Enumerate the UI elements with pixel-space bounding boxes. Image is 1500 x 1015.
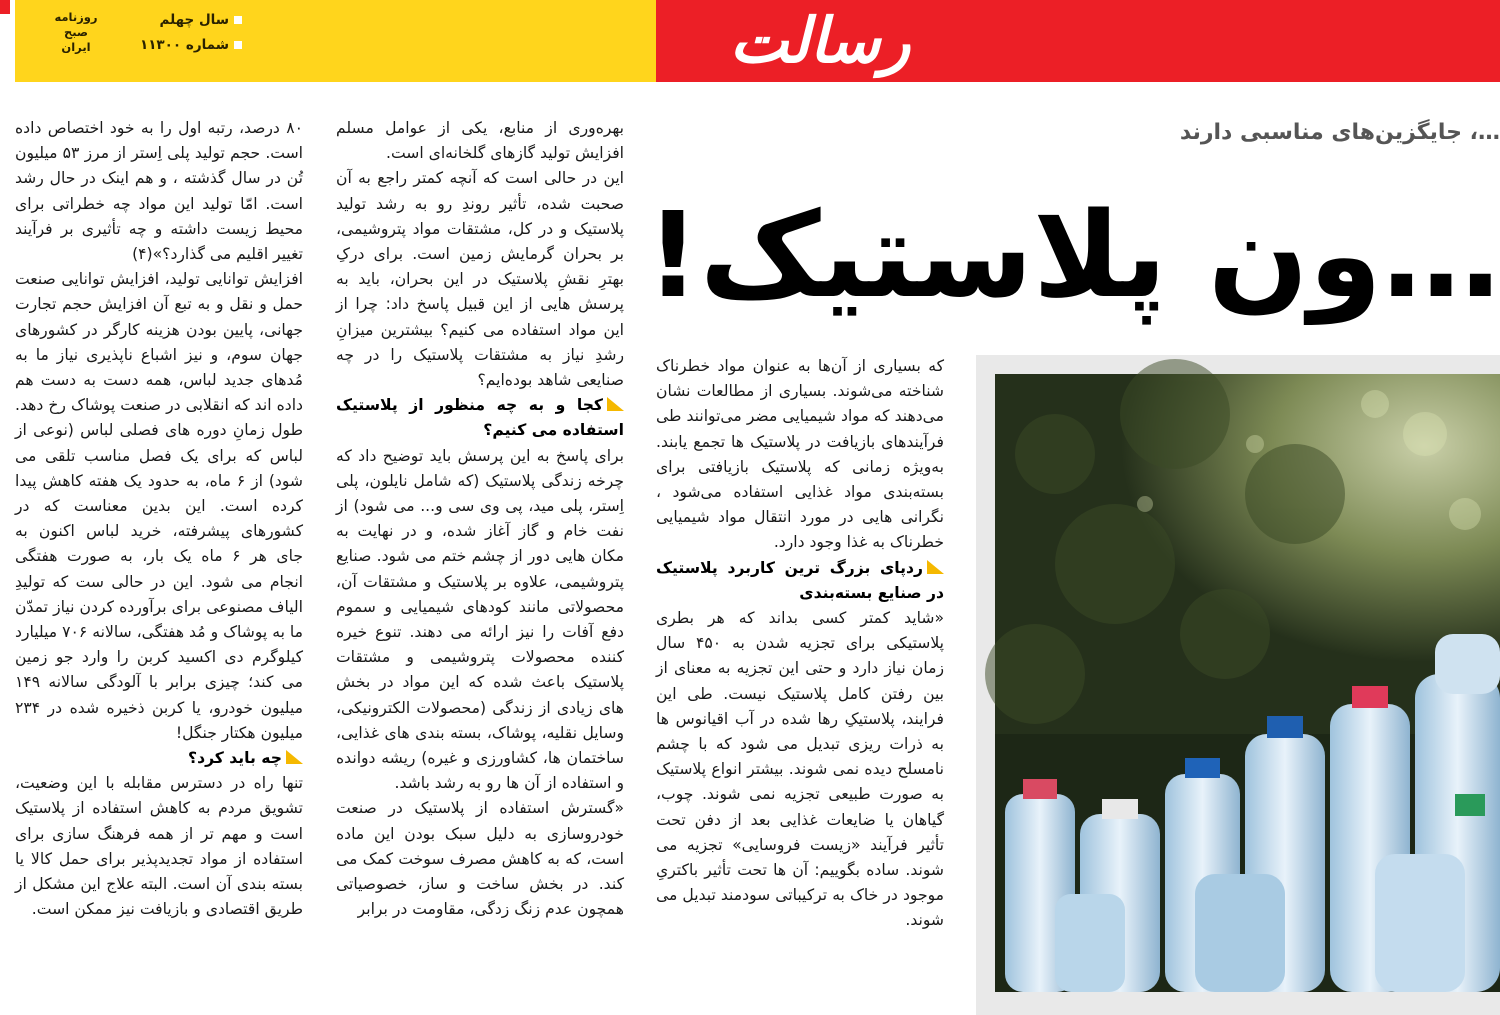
article-paragraph: «گسترش استفاده از پلاستیک در صنعت خودروسازی به دلیل سبک بودن این ماده است، که به کاهش مصرف سوخت کمک می کند. در بخش ساخت و ساز، خصوصیاتی همچون عدم زنگ زدگی، مقاومت در برابر: [336, 799, 624, 919]
article-column-2: [336, 116, 624, 1015]
section-subheading: ردپای بزرگ ترین کاربرد پلاستیک در صنایع بسته‌بندی: [656, 558, 944, 602]
newspaper-logo: رسالت: [729, 4, 911, 77]
paper-type-label: روزنامه صبح ایران: [54, 10, 98, 54]
masthead-corner-mark: [0, 0, 10, 14]
section-subheading: کجا و به چه منظور از پلاستیک استفاده می کنیم؟: [336, 396, 624, 440]
issue-info: [122, 8, 242, 58]
article-paragraph: تنها راه در دسترس مقابله با این وضعیت، تشویق مردم به کاهش استفاده از پلاستیک است و مهم تر از همه فرهنگ سازی برای استفاده از مواد تجدیدپذیر برای حمل کالا یا بسته بندی آن است. البته علاج این مشکل از طریق اقتصادی و بازیافت نیز ممکن است.: [15, 774, 303, 919]
subheading-marker-icon: [927, 560, 944, 574]
article-paragraph: برای پاسخ به این پرسش باید توضیح داد که چرخه زندگی پلاستیک (که شامل نایلون، پلی اِستر، پلی مید، پی وی سی و... می شود) از نفت خام و گاز آغاز شده، و در نهایت به مکان هایی دور از چشم ختم می شود. صنایع پتروشیمی، علاوه بر پلاستیک و مشتقات آن، محصولاتی مانند کودهای شیمیایی و سموم دفع آفات را نیز ارائه می دهند. تنوع خیره کننده محصولات پتروشیمی و مشتقات پلاستیک باعث شده که این مواد در بخش های زیادی از زندگی (محصولات الکترونیکی، وسایل نقلیه، پوشاک، بسته بندی های غذایی، ساختمان ها، کشاورزی و غیره) ریشه دوانده و استفاده از آن ها رو به رشد باشد.: [336, 446, 624, 793]
subheading-marker-icon: [286, 750, 303, 764]
article-paragraph: بهره‌وری از منابع، یکی از عوامل مسلم افزایش تولید گازهای گلخانه‌ای است.: [336, 119, 624, 163]
main-headline: …ون پلاستیک!: [645, 186, 1500, 324]
subheading-marker-icon: [607, 397, 624, 411]
headline-kicker: …، جایگزین‌های مناسبی دارند: [1179, 120, 1500, 145]
article-paragraph: افزایش توانایی تولید، افزایش توانایی صنعت حمل و نقل و به تبع آن افزایش حجم تجارت جهانی، پایین بودن هزینه کارگر در کشورهای جهان سوم، و نیز اشباع ناپذیری نیاز ما به مُدهای جدید لباس، همه دست به دست هم داده اند که انقلابی در صنعت پوشاک رخ دهد. طول زمانِ دوره های فصلی لباس (نوعی از لباس که برای یک فصل مناسب تلقی می شود) از ۶ ماه، به حدود یک هفته کاهش پیدا کرده است. این بدین معناست که در کشورهای پیشرفته، خرید لباس اکنون به جای هر ۶ ماه یک بار، به صورت هفتگی انجام می شود. این در حالی ست که تولیدِ الیاف مصنوعی برای برآورده کردن نیاز تمدّن ما به پوشاک و مُد هفتگی، سالانه ۷۰۶ میلیارد کیلوگرم دی اکسید کربن را وارد جو زمین می کند؛ چیزی برابر با آلودگی سالانه ۱۴۹ میلیون خودرو، یا کربن ذخیره شده در ۲۳۴ میلیون هکتار جنگل!: [15, 270, 303, 742]
article-paragraph: این در حالی است که آنچه کمتر راجع به آن صحبت شده، تأثیر روندِ رو به رشد تولید پلاستیک و در کل، مشتقات مواد پتروشیمی، بر بحران گرمایش زمین است. برای درکِ بهترِ نقشِ پلاستیک در این بحران، باید به پرسش هایی از این قبیل پاسخ داد: چرا از این مواد استفاده می کنیم؟ بیشترین میزانِ رشدِ نیاز به مشتقات پلاستیک را در چه صنایعی شاهد بوده‌ایم؟: [336, 169, 624, 390]
article-paragraph: ۸۰ درصد، رتبه اول را به خود اختصاص داده است. حجم تولید پلی اِستر از مرز ۵۳ میلیون تُن در سال گذشته ، و هم اینک در حال رشد است. امّا تولید این مواد چه خطراتی برای محیط زیست داشته و چه تأثیری بر فرآیند تغییر اقلیم می گذارد؟»(۴): [15, 119, 304, 264]
article-paragraph: «شاید کمتر کسی بداند که هر بطری پلاستیکی برای تجزیه شدن به ۴۵۰ سال زمان نیاز دارد و حتی این تجزیه به معنای از بین رفتن کامل پلاستیک نیست. طی این فرایند، پلاستیکِ رها شده در آب اقیانوس ها به ذرات ریزی تبدیل می شود که با چشم نامسلح دیده نمی شوند. بیشتر انواع پلاستیک به صورت طبیعی تجزیه نمی شوند. چوب، گیاهان یا ضایعات غذایی بعد از دفن تحت تأثیر فرآیند «زیست فروسایی» تجزیه می شوند. ساده بگوییم: آن ها تحت تأثیر باکتریِ موجود در خاک به ترکیباتی سودمند تبدیل می شوند.: [656, 609, 944, 930]
plastic-bottles-photo: [995, 374, 1500, 992]
article-column-1: [656, 354, 944, 1015]
article-column-3: [15, 116, 303, 1015]
article-paragraph: که بسیاری از آن‌ها به عنوان مواد خطرناک شناخته می‌شوند. بسیاری از مطالعات نشان می‌دهند که مواد شیمیایی مضر می‌توانند طی فرآیندهای بازیافت در پلاستیک ها تجمع یابند. به‌ویژه زمانی که پلاستیک بازیافتی برای بسته‌بندی مواد غذایی استفاده می‌شود ، نگرانی هایی در مورد انتقال مواد شیمیایی خطرناک به غذا وجود دارد.: [656, 357, 944, 552]
issue-number: شماره ۱۱۳۰۰: [122, 33, 242, 58]
section-subheading: چه باید کرد؟: [15, 746, 303, 771]
year-label: سال چهلم: [122, 8, 242, 33]
